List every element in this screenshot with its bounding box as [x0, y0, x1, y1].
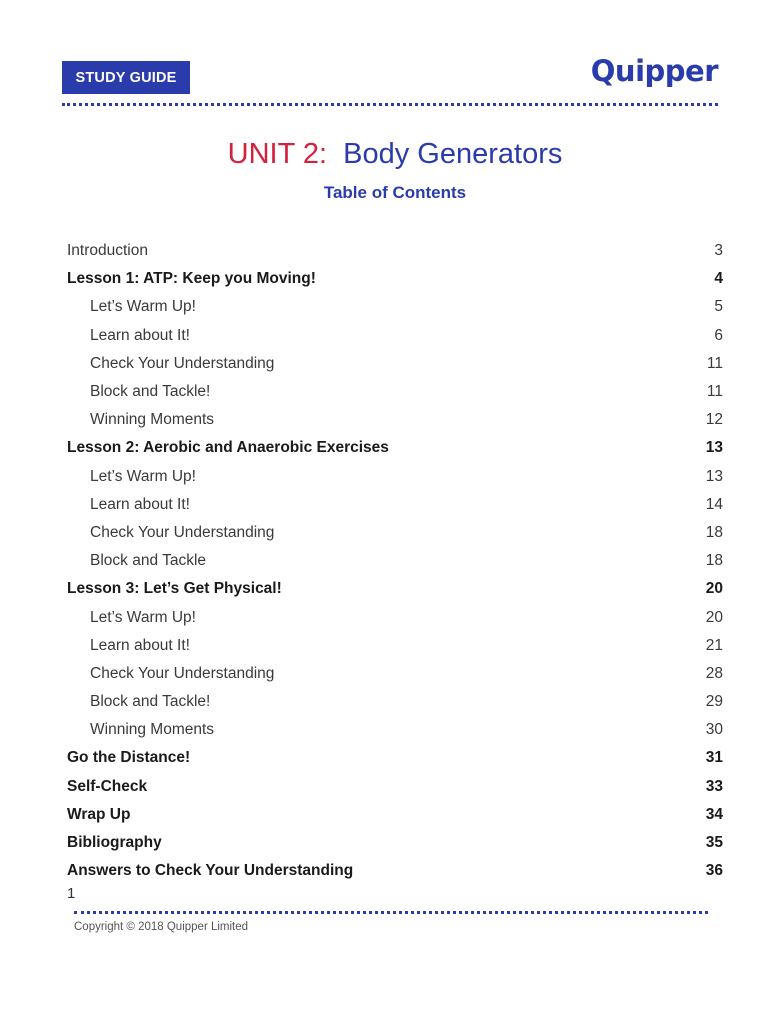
toc-entry[interactable]	[67, 378, 723, 406]
toc-entry[interactable]	[67, 491, 723, 519]
toc-entry-label: Check Your Understanding	[90, 664, 275, 682]
toc-entry[interactable]	[67, 773, 723, 801]
toc-entry[interactable]	[67, 293, 723, 321]
toc-entry-label: Let’s Warm Up!	[90, 608, 196, 626]
footer-dotted-divider	[74, 911, 708, 914]
toc-heading: Table of Contents	[323, 183, 467, 202]
toc-entry-page: 6	[714, 326, 723, 344]
toc-entry[interactable]	[67, 744, 723, 772]
toc-entry-label: Lesson 2: Aerobic and Anaerobic Exercises	[67, 439, 389, 457]
toc-entry-label: Winning Moments	[90, 411, 215, 429]
toc-entry-page: 21	[705, 636, 723, 654]
toc-entry[interactable]	[67, 463, 723, 491]
toc-entry-page: 11	[706, 354, 723, 372]
toc-entry-page: 12	[705, 411, 723, 429]
toc-entry[interactable]	[67, 660, 723, 688]
toc-entry[interactable]	[67, 434, 723, 462]
toc-entry-page: 13	[705, 467, 723, 485]
toc-entry[interactable]	[67, 829, 723, 857]
toc-entry-page: 29	[705, 693, 723, 711]
toc-entry-page: 34	[705, 805, 723, 823]
toc-entry-label: Wrap Up	[67, 805, 131, 823]
unit-name: Body Generators	[343, 138, 563, 170]
toc-entry-page: 13	[705, 439, 723, 457]
toc-entry-page: 18	[705, 552, 723, 570]
toc-entry[interactable]	[67, 801, 723, 829]
toc-entry-page: 35	[705, 834, 723, 852]
header-dotted-divider	[62, 103, 718, 106]
toc-entry-page: 4	[714, 270, 723, 288]
toc-entry[interactable]	[67, 519, 723, 547]
toc-entry-label: Bibliography	[67, 834, 162, 852]
toc-entry[interactable]	[67, 350, 723, 378]
toc-entry-label: Lesson 1: ATP: Keep you Moving!	[67, 270, 316, 288]
toc-entry[interactable]	[67, 857, 723, 885]
toc-entry-label: Block and Tackle!	[90, 693, 211, 711]
toc-entry-page: 3	[714, 242, 723, 260]
toc-entry-label: Let’s Warm Up!	[90, 467, 196, 485]
toc-entry-page: 31	[705, 749, 723, 767]
toc-entry-page: 28	[705, 664, 723, 682]
toc-entry[interactable]	[67, 547, 723, 575]
toc-entry[interactable]	[67, 322, 723, 350]
toc-entry-page: 30	[705, 721, 723, 739]
toc-entry-page: 20	[705, 580, 723, 598]
toc-entry[interactable]	[67, 716, 723, 744]
toc-entry-page: 33	[705, 777, 723, 795]
toc-entry-page: 14	[705, 495, 723, 513]
toc-entry[interactable]	[67, 688, 723, 716]
toc-entry-label: Learn about It!	[90, 326, 190, 344]
toc-entry-label: Block and Tackle	[90, 552, 207, 570]
unit-number: UNIT 2:	[227, 138, 328, 170]
toc-entry-label: Check Your Understanding	[90, 523, 275, 541]
toc-entry[interactable]	[67, 632, 723, 660]
toc-entry-label: Winning Moments	[90, 721, 215, 739]
toc-entry-label: Go the Distance!	[67, 749, 191, 767]
toc-entry-label: Check Your Understanding	[90, 354, 275, 372]
toc-entry-page: 5	[714, 298, 723, 316]
toc-entry[interactable]	[67, 603, 723, 631]
table-of-contents	[67, 237, 723, 885]
toc-entry-label: Block and Tackle!	[90, 383, 211, 401]
toc-entry-label: Self-Check	[67, 777, 148, 795]
toc-entry[interactable]	[67, 237, 723, 265]
page-number: 1	[67, 885, 76, 902]
toc-entry[interactable]	[67, 406, 723, 434]
toc-entry-page: 11	[706, 383, 723, 401]
copyright-notice: Copyright © 2018 Quipper Limited	[74, 921, 249, 933]
toc-entry-label: Introduction	[67, 242, 148, 260]
toc-entry-label: Let’s Warm Up!	[90, 298, 196, 316]
toc-entry-label: Learn about It!	[90, 495, 190, 513]
toc-entry-page: 18	[705, 523, 723, 541]
toc-entry-page: 20	[705, 608, 723, 626]
quipper-logo: Quipper	[590, 54, 718, 88]
page-title	[0, 138, 768, 171]
toc-entry-page: 36	[705, 862, 723, 880]
study-guide-badge: STUDY GUIDE	[62, 61, 190, 94]
toc-entry[interactable]	[67, 265, 723, 293]
toc-entry-label: Lesson 3: Let’s Get Physical!	[67, 580, 282, 598]
toc-entry-label: Learn about It!	[90, 636, 190, 654]
toc-entry-label: Answers to Check Your Understanding	[67, 862, 354, 880]
toc-entry[interactable]	[67, 575, 723, 603]
